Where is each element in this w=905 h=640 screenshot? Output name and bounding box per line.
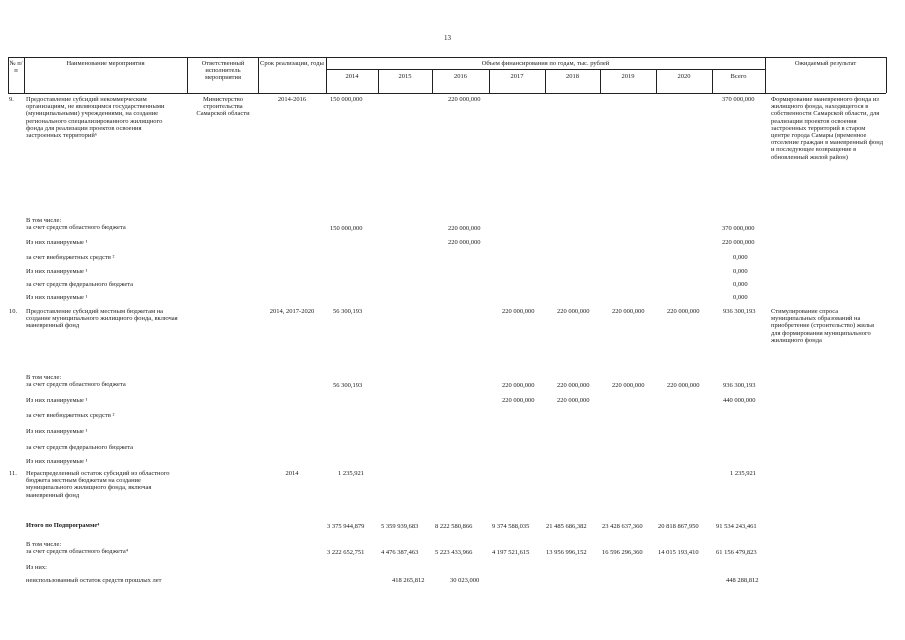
- activity-name: Предоставление субсидий некоммерческим организациям, не являющимся государственными (муниципальными) учреждениями, на создание регионального специализированного жилищного фонда для реализации проектов освоения застроенных территорий⁶: [26, 96, 165, 140]
- value-total: 936 300,193: [723, 382, 756, 389]
- value-total: 1 235,921: [730, 470, 756, 477]
- header-year: 2020: [677, 73, 691, 80]
- value-total: 936 300,193: [723, 308, 756, 315]
- expected-result: Стимулирование спроса муниципальных образований на приобретение (строительство) жилья для формирования муниципального жилищного фонда: [771, 308, 874, 344]
- total-label: Итого по Подпрограмме⁴: [26, 522, 100, 529]
- value-total: 440 000,000: [723, 397, 756, 404]
- header-funding: Объем финансирования по годам, тыс. рублей: [481, 60, 610, 67]
- value-2020: 220 000,000: [667, 382, 700, 389]
- value-2018: 21 485 686,382: [546, 523, 587, 530]
- value-2019: 23 428 637,360: [602, 523, 643, 530]
- sub-label: за счет средств федерального бюджета: [26, 281, 134, 288]
- term: 2014-2016: [277, 96, 307, 103]
- value-2016: 8 222 580,866: [435, 523, 473, 530]
- sub-label: неиспользованный остаток средств прошлых лет: [26, 577, 162, 584]
- header-year: 2015: [398, 73, 412, 80]
- value-2016: 220 000,000: [448, 96, 481, 103]
- sub-label: Из них планируемые ¹: [26, 458, 88, 465]
- value-2016: 30 023,000: [450, 577, 480, 584]
- value-2015: 5 359 939,683: [381, 523, 419, 530]
- term: 2014: [285, 470, 299, 477]
- value-2015: 418 265,812: [392, 577, 425, 584]
- value-2019: 220 000,000: [612, 382, 645, 389]
- value-2020: 14 015 193,410: [658, 549, 699, 556]
- sub-label: за счет средств федерального бюджета: [26, 444, 134, 451]
- value-2014: 3 375 944,879: [327, 523, 365, 530]
- sub-label: Из них планируемые ¹: [26, 397, 88, 404]
- value-2014: 3 222 652,751: [327, 549, 365, 556]
- value-total: 370 000,000: [722, 96, 755, 103]
- sub-label: Из них планируемые ¹: [26, 268, 88, 275]
- header-total: Всего: [730, 73, 747, 80]
- header-year: 2018: [566, 73, 579, 80]
- value-2020: 20 818 867,950: [658, 523, 699, 530]
- sub-label: Из них планируемые ¹: [26, 294, 88, 301]
- value-2015: 4 476 387,463: [381, 549, 419, 556]
- value-2014: 56 300,193: [333, 382, 363, 389]
- sub-label: за счет внебюджетных средств ²: [26, 254, 115, 261]
- value-total: 0,000: [733, 294, 748, 301]
- row-number: 11.: [9, 470, 17, 477]
- sub-label: Из них планируемые ¹: [26, 239, 88, 246]
- value-2017: 220 000,000: [502, 382, 535, 389]
- value-2018: 220 000,000: [557, 382, 590, 389]
- value-2016: 220 000,000: [448, 239, 481, 246]
- sub-label: за счет внебюджетных средств ²: [26, 412, 115, 419]
- activity-name: Нераспределенный остаток субсидий из областного бюджета местным бюджетам на создание муниципального жилищного фонда, включая маневренный фонд: [26, 470, 170, 499]
- header-year: 2019: [621, 73, 635, 80]
- header-no: № п/п: [9, 60, 23, 74]
- sub-label: Из них планируемые ¹: [26, 428, 88, 435]
- sub-label: В том числе: за счет средств областного бюджета: [26, 217, 126, 232]
- term: 2014, 2017-2020: [269, 308, 315, 315]
- value-total: 220 000,000: [722, 239, 755, 246]
- value-2018: 13 956 996,152: [546, 549, 587, 556]
- header-result: Ожидаемый результат: [794, 60, 857, 67]
- value-2016: 5 223 433,966: [435, 549, 473, 556]
- value-2014: 1 235,921: [338, 470, 364, 477]
- value-2014: 150 000,000: [330, 225, 363, 232]
- value-2016: 220 000,000: [448, 225, 481, 232]
- sub-label: Из них:: [26, 564, 47, 571]
- header-name: Наименование мероприятия: [66, 60, 145, 67]
- activity-name: Предоставление субсидий местным бюджетам на создание муниципального жилищного фонда, включая маневренный фонд: [26, 308, 178, 330]
- header-term: Срок реализации, годы: [260, 60, 324, 67]
- expected-result: Формирование маневренного фонда из жилищного фонда, находящегося в собственности Самарской области, для реализации проектов освоения застроенных территорий в старом центре города Самары (временное отселение граждан в маневренный фонд и последующее возвращение в обновленный жилой район): [771, 96, 884, 161]
- value-total: 370 000,000: [722, 225, 755, 232]
- row-number: 9.: [9, 96, 14, 103]
- value-2014: 150 000,000: [330, 96, 363, 103]
- page-number: 13: [444, 34, 451, 42]
- value-2018: 220 000,000: [557, 397, 590, 404]
- header-bottom-line: [8, 93, 886, 94]
- value-total: 448 288,812: [726, 577, 759, 584]
- value-total: 91 534 243,461: [716, 523, 757, 530]
- header-year: 2016: [454, 73, 467, 80]
- executor: Министерство строительства Самарской области: [196, 96, 250, 118]
- header-executor: Ответственный исполнитель мероприятия: [201, 60, 245, 81]
- sub-label: В том числе: за счет средств областного бюджета⁴: [26, 541, 128, 556]
- value-2019: 16 596 296,360: [602, 549, 643, 556]
- value-total: 0,000: [733, 281, 748, 288]
- value-2017: 9 374 588,035: [492, 523, 530, 530]
- sub-label: В том числе: за счет средств областного бюджета: [26, 374, 126, 389]
- value-2014: 56 300,193: [333, 308, 363, 315]
- value-2017: 220 000,000: [502, 308, 535, 315]
- value-total: 0,000: [733, 254, 748, 261]
- value-total: 61 156 479,823: [716, 549, 757, 556]
- header-year: 2017: [510, 73, 524, 80]
- value-total: 0,000: [733, 268, 748, 275]
- header-year: 2014: [345, 73, 359, 80]
- value-2019: 220 000,000: [612, 308, 645, 315]
- header-top-line: [8, 57, 886, 58]
- value-2018: 220 000,000: [557, 308, 590, 315]
- value-2017: 220 000,000: [502, 397, 535, 404]
- value-2020: 220 000,000: [667, 308, 700, 315]
- value-2017: 4 197 521,615: [492, 549, 530, 556]
- row-number: 10.: [9, 308, 18, 315]
